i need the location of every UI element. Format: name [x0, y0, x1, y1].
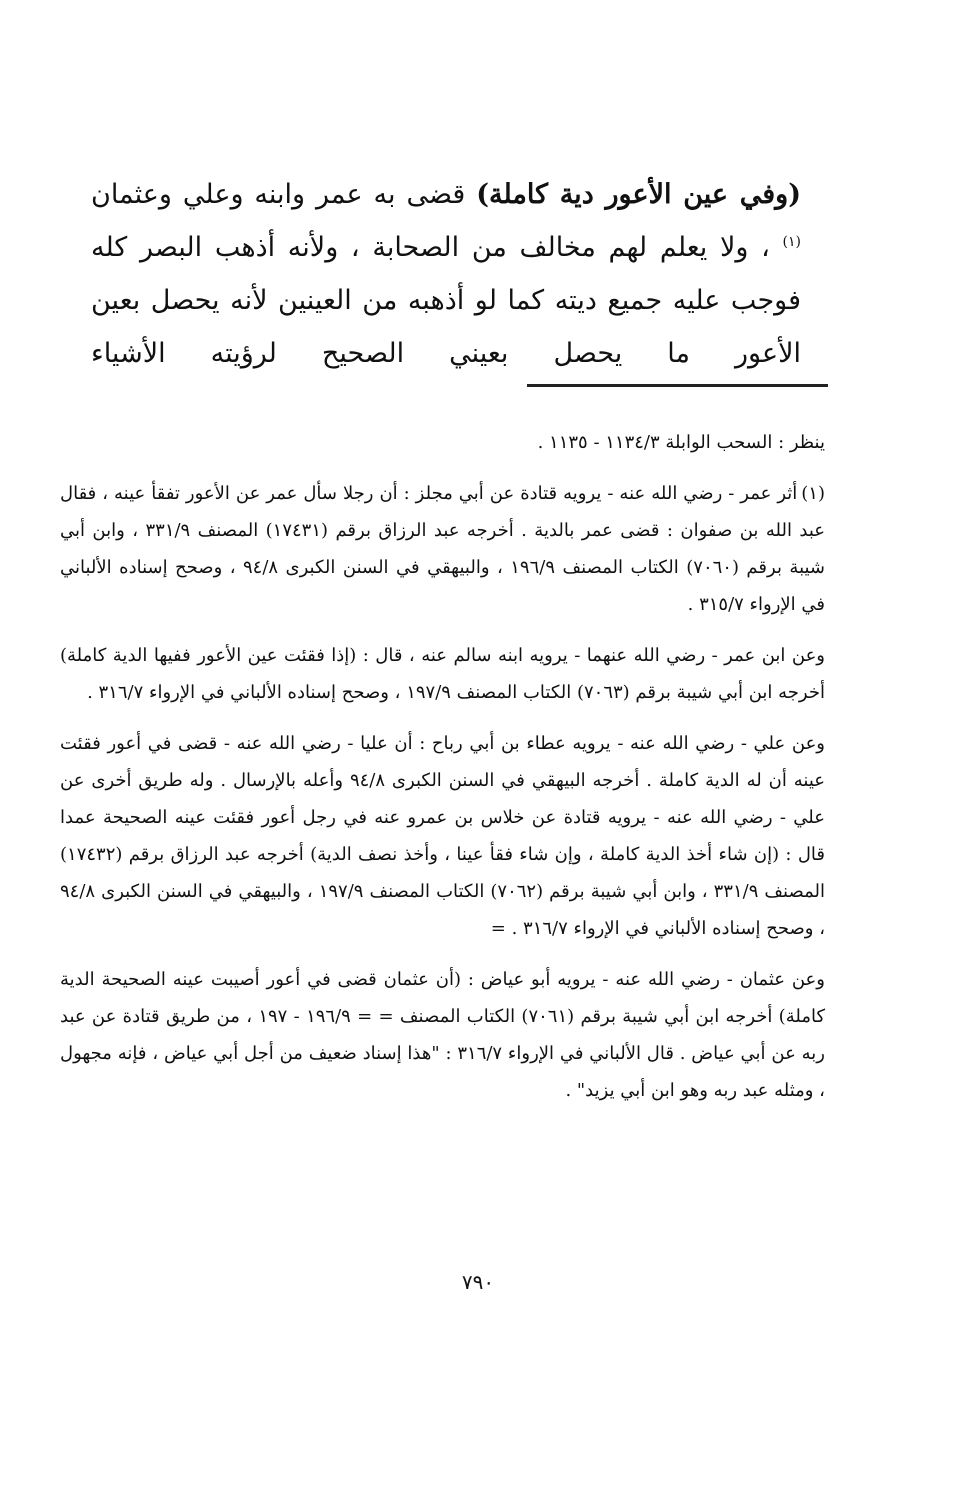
footnote-continuation: ينظر : السحب الوابلة ١١٣٤/٣ - ١١٣٥ .	[537, 432, 825, 453]
footnote-1	[60, 475, 825, 623]
footnote-1-text: أثر عمر - رضي الله عنه - يرويه قتادة عن أبي مجلز : أن رجلا سأل عمر عن الأعور تفقأ عينه ، فقال عبد الله بن صفوان : قضى عمر بالدية . أخرجه عبد الرزاق برقم (١٧٤٣١) المصنف ٣٣١/٩ ، وابن أبي شيبة برقم (٧٠٦٠) الكتاب المصنف ١٩٦/٩ ، والبيهقي في السنن الكبرى ٩٤/٨ ، وصحح إسناده الألباني في الإرواء ٣١٥/٧ .	[60, 483, 826, 615]
footnote-separator	[527, 384, 828, 387]
footnote-paragraph-uthman: وعن عثمان - رضي الله عنه - يرويه أبو عياض : (أن عثمان قضى في أعور أصيبت عينه الصحيحة الدية كاملة) أخرجه ابن أبي شيبة برقم (٧٠٦١) الكتاب المصنف = = ١٩٦/٩ - ١٩٧ ، من طريق قتادة عن عبد ربه عن أبي عياض . قال الألباني في الإرواء ٣١٦/٧ : "هذا إسناد ضعيف من أجل أبي عياض ، فإنه مجهول ، ومثله عبد ربه وهو ابن أبي يزيد" .	[60, 969, 826, 1101]
footnote-paragraph-ibn-umar: وعن ابن عمر - رضي الله عنهما - يرويه ابنه سالم عنه ، قال : (إذا فقئت عين الأعور ففيها الدية كاملة) أخرجه ابن أبي شيبة برقم (٧٠٦٣) الكتاب المصنف ١٩٧/٩ ، وصحح إسناده الألباني في الإرواء ٣١٦/٧ .	[60, 645, 825, 703]
footnote-marker: (١)	[782, 234, 801, 250]
main-text-part1: قضى به عمر وابنه وعلي وعثمان	[91, 179, 477, 210]
footnotes-section	[60, 424, 825, 1123]
main-bold-phrase: (وفي عين الأعور دية كاملة)	[476, 179, 801, 210]
footnote-1-number: (١)	[801, 483, 825, 504]
page-number: ٧٩٠	[461, 1270, 495, 1294]
main-paragraph	[91, 168, 801, 380]
main-text-part2: ، ولا يعلم لهم مخالف من الصحابة ، ولأنه أذهب البصر كله فوجب عليه جميع ديته كما لو أذهبه من العينين لأنه يحصل بعين الأعور ما يحصل بعيني الصحيح لرؤيته الأشياء	[91, 232, 801, 369]
footnote-paragraph-ali: وعن علي - رضي الله عنه - يرويه عطاء بن أبي رباح : أن عليا - رضي الله عنه - قضى في أعور فقئت عينه أن له الدية كاملة . أخرجه البيهقي في السنن الكبرى ٩٤/٨ وأعله بالإرسال . وله طريق أخرى عن علي - رضي الله عنه - يرويه قتادة عن خلاس بن عمرو عنه في رجل أعور فقئت عينه الصحيحة عمدا قال : (إن شاء أخذ الدية كاملة ، وإن شاء فقأ عينا ، وأخذ نصف الدية) أخرجه عبد الرزاق برقم (١٧٤٣٢) المصنف ٣٣١/٩ ، وابن أبي شيبة برقم (٧٠٦٢) الكتاب المصنف ١٩٧/٩ ، والبيهقي في السنن الكبرى ٩٤/٨ ، وصحح إسناده الألباني في الإرواء ٣١٦/٧ . =	[60, 733, 825, 939]
